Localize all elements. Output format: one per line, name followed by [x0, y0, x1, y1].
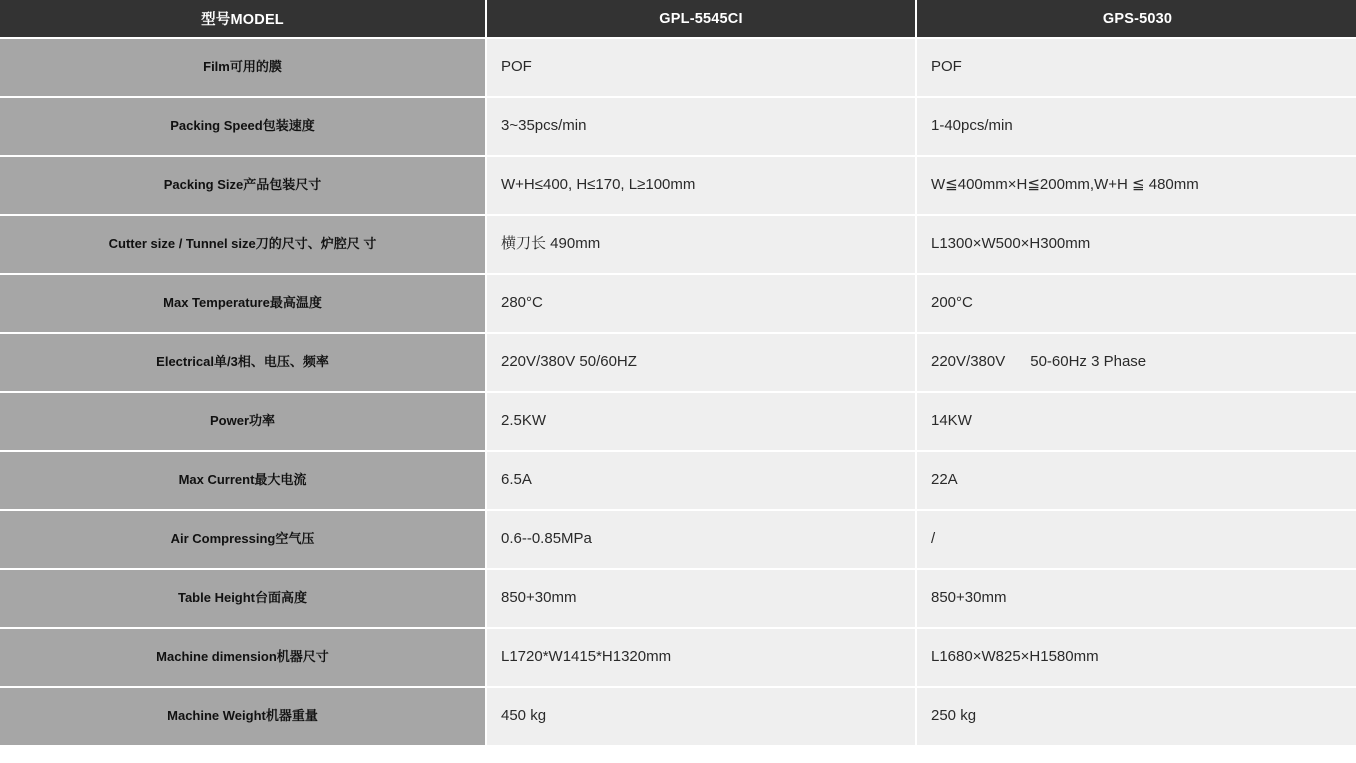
row-value-gpl-5545ci: 450 kg: [487, 688, 915, 745]
table-row: [0, 98, 1356, 155]
column-header-gpl-5545ci: GPL-5545CI: [487, 0, 915, 37]
table-row: [0, 393, 1356, 450]
row-label: Film可用的膜: [0, 39, 485, 96]
row-value-gps-5030: POF: [917, 39, 1356, 96]
row-value-gpl-5545ci: 220V/380V 50/60HZ: [487, 334, 915, 391]
row-value-gpl-5545ci: 2.5KW: [487, 393, 915, 450]
row-label: Table Height台面高度: [0, 570, 485, 627]
table-body: [0, 39, 1356, 745]
row-label: Max Temperature最高温度: [0, 275, 485, 332]
row-value-gpl-5545ci: 850+30mm: [487, 570, 915, 627]
row-label: Packing Size产品包装尺寸: [0, 157, 485, 214]
row-value-gpl-5545ci: 横刀长 490mm: [487, 216, 915, 273]
row-value-gpl-5545ci: W+H≤400, H≤170, L≥100mm: [487, 157, 915, 214]
row-value-gps-5030: L1300×W500×H300mm: [917, 216, 1356, 273]
row-value-gpl-5545ci: 0.6--0.85MPa: [487, 511, 915, 568]
row-label: Max Current最大电流: [0, 452, 485, 509]
table-row: [0, 629, 1356, 686]
row-value-gpl-5545ci: L1720*W1415*H1320mm: [487, 629, 915, 686]
table-row: [0, 39, 1356, 96]
row-value-gps-5030: L1680×W825×H1580mm: [917, 629, 1356, 686]
row-label: Machine Weight机器重量: [0, 688, 485, 745]
row-value-gps-5030: 200°C: [917, 275, 1356, 332]
row-value-gps-5030: 22A: [917, 452, 1356, 509]
table-row: [0, 275, 1356, 332]
column-header-model: 型号MODEL: [0, 0, 485, 37]
table-header-row: [0, 0, 1356, 37]
column-header-gps-5030: GPS-5030: [917, 0, 1356, 37]
table-row: [0, 334, 1356, 391]
table-row: [0, 511, 1356, 568]
table-row: [0, 216, 1356, 273]
table-header: [0, 0, 1356, 37]
row-label: Power功率: [0, 393, 485, 450]
row-label: Packing Speed包装速度: [0, 98, 485, 155]
row-value-gps-5030: /: [917, 511, 1356, 568]
table-row: [0, 688, 1356, 745]
table-row: [0, 452, 1356, 509]
row-value-gpl-5545ci: 3~35pcs/min: [487, 98, 915, 155]
row-value-gps-5030: 14KW: [917, 393, 1356, 450]
row-value-gps-5030: 1-40pcs/min: [917, 98, 1356, 155]
row-value-gps-5030: 220V/380V 50-60Hz 3 Phase: [917, 334, 1356, 391]
row-label: Air Compressing空气压: [0, 511, 485, 568]
row-value-gpl-5545ci: 6.5A: [487, 452, 915, 509]
table-row: [0, 157, 1356, 214]
row-value-gps-5030: W≦400mm×H≦200mm,W+H ≦ 480mm: [917, 157, 1356, 214]
row-label: Cutter size / Tunnel size刀的尺寸、炉腔尺 寸: [0, 216, 485, 273]
row-value-gpl-5545ci: 280°C: [487, 275, 915, 332]
table-row: [0, 570, 1356, 627]
row-label: Machine dimension机器尺寸: [0, 629, 485, 686]
row-label: Electrical单/3相、电压、频率: [0, 334, 485, 391]
row-value-gps-5030: 250 kg: [917, 688, 1356, 745]
row-value-gpl-5545ci: POF: [487, 39, 915, 96]
row-value-gps-5030: 850+30mm: [917, 570, 1356, 627]
